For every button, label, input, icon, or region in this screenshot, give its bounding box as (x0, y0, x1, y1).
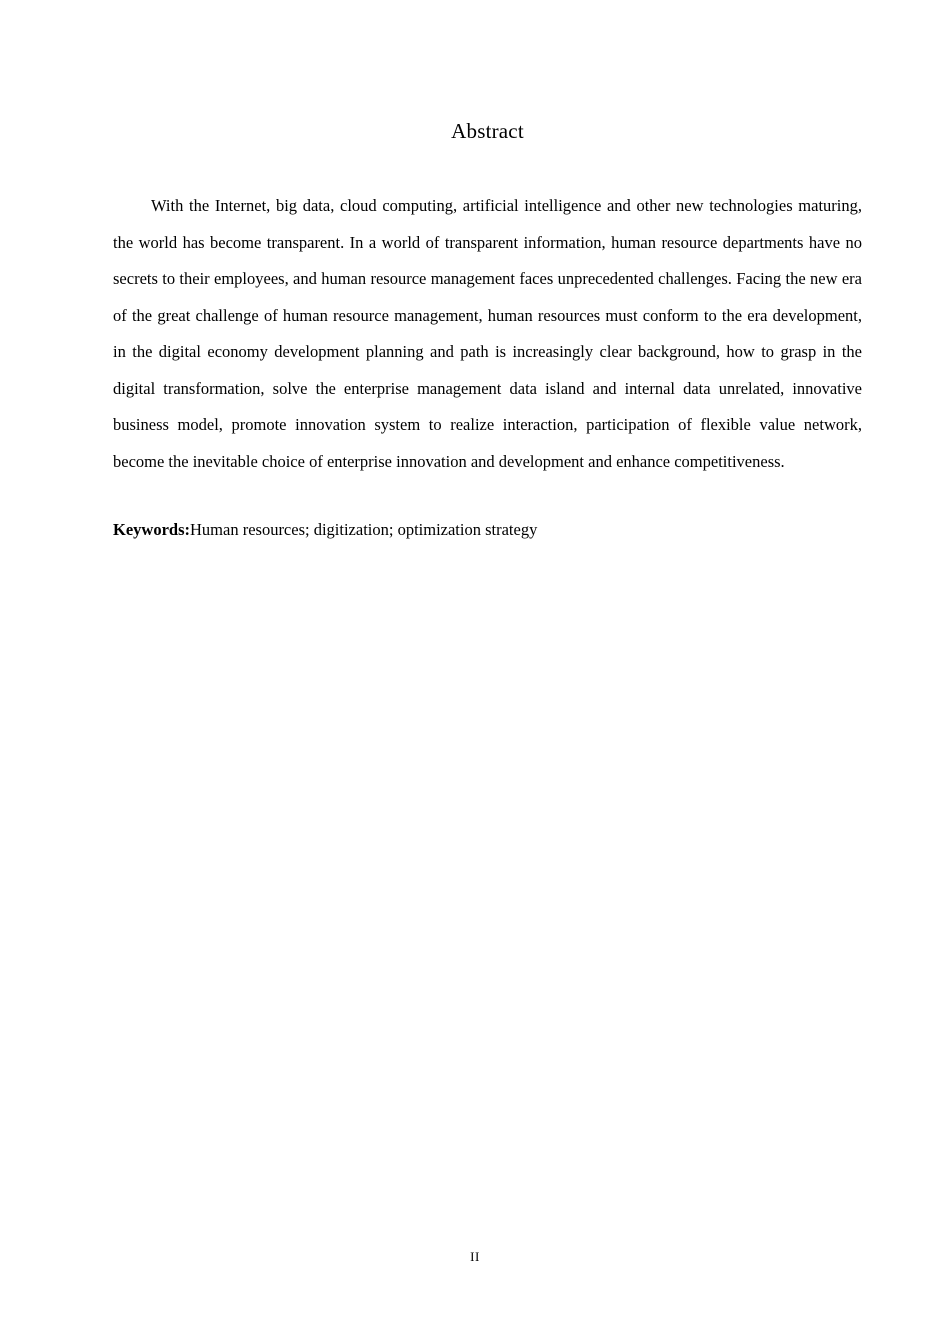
keywords-value: Human resources; digitization; optimization strategy (190, 520, 538, 540)
page-title: Abstract (451, 119, 524, 143)
abstract-paragraph: With the Internet, big data, cloud computing, artificial intelligence and other new technologies maturing, the world has become transparent. In a world of transparent information, human resource departments have no secrets to their employees, and human resource management faces unprecedented challenges. Facing the new era of the great challenge of human resource management, human resources must conform to the era development, in the digital economy development planning and path is increasingly clear background, how to grasp in the digital transformation, solve the enterprise management data island and internal data unrelated, innovative business model, promote innovation system to realize interaction, participation of flexible value network, become the inevitable choice of enterprise innovation and development and enhance competitiveness. (113, 196, 862, 471)
page-number: II (470, 1249, 480, 1264)
keywords-label: Keywords: (113, 520, 190, 540)
page-content (113, 0, 862, 545)
keywords-line (113, 480, 862, 545)
